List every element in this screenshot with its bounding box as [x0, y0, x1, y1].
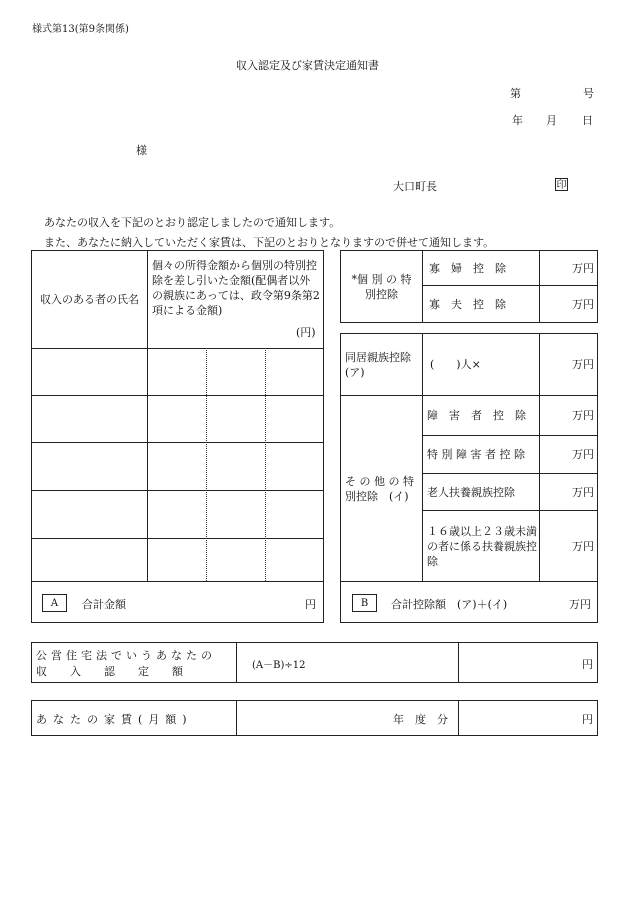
total-a-box: A	[42, 594, 67, 612]
addressee-suffix: 様	[136, 144, 147, 157]
name-cell-1[interactable]	[32, 349, 147, 395]
form-number: 様式第13(第9条関係)	[32, 24, 129, 35]
name-cell-3[interactable]	[32, 443, 147, 490]
number-prefix: 第	[510, 87, 521, 100]
rent-unit: 円	[582, 713, 593, 726]
widow-deduction-label: 寡 婦 控 除	[429, 261, 506, 275]
total-a-unit: 円	[305, 598, 316, 611]
special-disability-label: 特 別 障 害 者 控 除	[427, 448, 525, 461]
seal-mark: 印	[556, 180, 567, 191]
name-cell-4[interactable]	[32, 491, 147, 538]
date-day: 日	[582, 114, 593, 127]
amount-cell-2[interactable]	[148, 396, 323, 442]
total-b-unit: 万円	[569, 598, 591, 611]
dependents-count[interactable]: ( )人×	[430, 358, 481, 371]
special-deduction-label: *個 別 の 特別控除	[351, 272, 412, 301]
date-month: 月	[546, 114, 557, 127]
amount-cell-1[interactable]	[148, 349, 323, 395]
widower-deduction-unit: 万円	[572, 297, 594, 311]
name-cell-2[interactable]	[32, 396, 147, 442]
document-title: 収入認定及び家賃決定通知書	[236, 59, 379, 72]
widow-deduction-unit: 万円	[572, 261, 594, 275]
income-label-line-1: 公営住宅法でいうあなたの	[36, 649, 216, 662]
income-label-line-2: 収 入 認 定 額	[36, 665, 189, 678]
rent-fiscal-year: 年 度 分	[393, 713, 448, 726]
elderly-dependent-unit: 万円	[572, 485, 594, 499]
amount-unit: (円)	[296, 326, 316, 339]
income-unit: 円	[582, 658, 593, 671]
name-header: 収入のある者の氏名	[40, 293, 139, 306]
disability-deduction-unit: 万円	[572, 409, 594, 422]
elderly-dependent-label: 老人扶養親族控除	[427, 485, 515, 499]
number-suffix: 号	[583, 87, 594, 100]
special-disability-unit: 万円	[572, 448, 594, 461]
widower-deduction-label: 寡 夫 控 除	[429, 297, 506, 311]
rent-label: あなたの家賃(月額)	[36, 713, 193, 726]
total-b-label: 合計控除額 (ア)＋(イ)	[391, 598, 508, 611]
youth-dependent-label: １６歳以上２３歳未満の者に係る扶養親族控除	[427, 524, 537, 568]
other-deduction-label: そ の 他 の 特別控除 (イ)	[345, 474, 414, 503]
youth-dependent-unit: 万円	[572, 539, 594, 553]
issuer: 大口町長	[393, 180, 437, 193]
total-b-box: B	[352, 594, 377, 612]
total-a-label: 合計金額	[82, 598, 126, 611]
disability-deduction-label: 障 害 者 控 除	[427, 409, 526, 422]
dependents-unit: 万円	[572, 358, 594, 371]
amount-cell-3[interactable]	[148, 443, 323, 490]
date-year: 年	[512, 114, 523, 127]
intro-line-2: また、あなたに納入していただく家賃は、下記のとおりとなりますので併せて通知します。	[44, 236, 495, 249]
dependents-deduction-label: 同居親族控除(ア)	[345, 350, 411, 379]
amount-cell-4[interactable]	[148, 491, 323, 538]
intro-line-1: あなたの収入を下記のとおり認定しましたので通知します。	[44, 216, 341, 229]
amount-cell-5[interactable]	[148, 539, 323, 581]
name-cell-5[interactable]	[32, 539, 147, 581]
amount-header: 個々の所得金額から個別の特別控除を差し引いた金額(配偶者以外の親族にあっては、政令第9条第2項による金額)	[152, 259, 320, 317]
income-formula: (A－B)÷12	[252, 660, 306, 671]
